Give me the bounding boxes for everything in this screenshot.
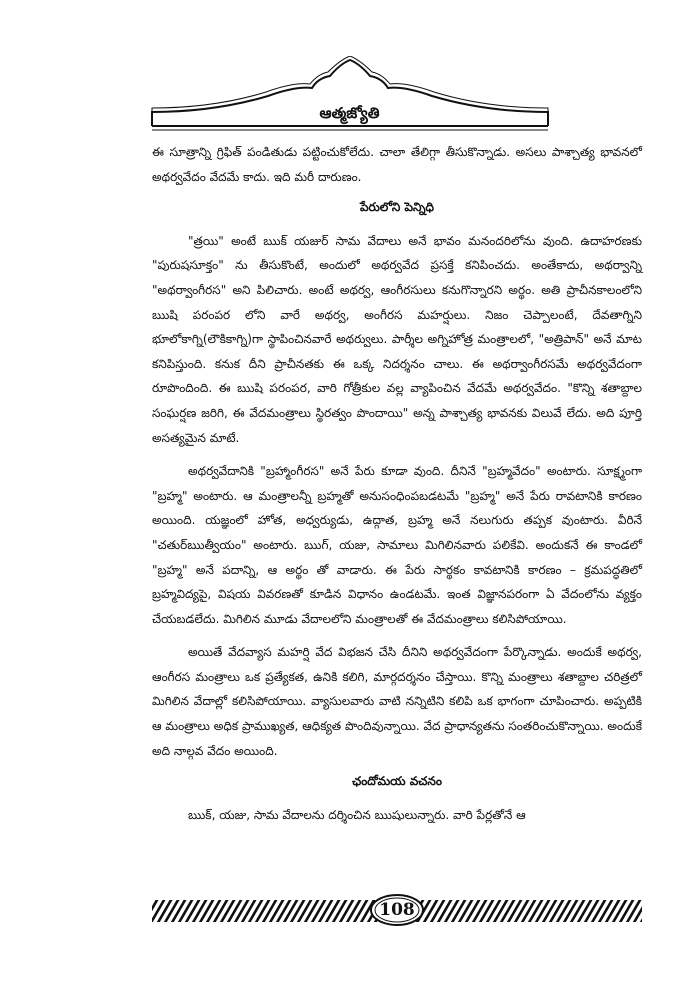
body-paragraph-2: అథర్వవేదానికి "బ్రహ్మాంగీరస" అనే పేరు కూడా వుంది. దీనినే "బ్రహ్మవేదం" అంటారు. సూక్ష్మంగా "బ్రహ్మ" అంటారు. ఆ మంత్రాలన్నీ బ్రహ్మతో అనుసంధింపబడటమే "బ్రహ్మ" అనే పేరు రావటానికి కారణం అయింది. యజ్ఞంలో హోత, అధ్వర్యుడు, ఉద్గాత, బ్రహ్మ అనే నలుగురు తప్పక వుంటారు. వీరినే "చతుర్ఋత్వీయం" అంటారు. ఋగ్, యజు, సామాలు మిగిలినవారు పలికేవి. అందుకనే ఈ కాండలో "బ్రహ్మ" అనే పదాన్ని, ఆ అర్థం తో వాడారు. ఈ పేరు సార్థకం కావటానికి కారణం – క్రమపద్ధతిలో బ్రహ్మవిద్యపై, విషయ వివరణతో కూడిన విధానం ఉండటమే. ఇంత విజ్ఞానపరంగా ఏ వేదంలోను వ్యక్తం చేయబడలేదు. మిగిలిన మూడు వేదాలలోని మంత్రాలతో ఈ వేదమంత్రాలు కలిసిపోయాయి. (152, 464, 642, 626)
article-body (152, 140, 642, 827)
magazine-title: ఆత్మజ్యోతి (319, 104, 380, 122)
body-paragraph-3: అయితే వేదవ్యాస మహర్షి వేద విభజన చేసి దీనిని అథర్వవేదంగా పేర్కొన్నాడు. అందుకే అథర్వ, ఆంగీరస మంత్రాలు ఒక ప్రత్యేకత, ఉనికి కలిగి, మార్గదర్శనం చేస్తాయి. కొన్ని మంత్రాలు శతాబ్దాల చరిత్రలో మిగిలిన వేదాల్లో కలిసిపోయాయి. వ్యాసులవారు వాటి నన్నిటిని కలిపి ఒక భాగంగా చూపించారు. అప్పటికి ఆ మంత్రాలు అధిక ప్రాముఖ్యత, ఆధిక్యత పొందివున్నాయి. వేద ప్రాధాన్యతను సంతరించుకొన్నాయి. అందుకే అది నాల్గవ వేదం అయింది. (152, 645, 642, 758)
page-header (0, 56, 699, 136)
section-heading-2: ఛందోమయ వచనం (352, 774, 442, 789)
section-heading-1: పేరులోని పెన్నిధి (360, 200, 434, 215)
page-footer (152, 894, 642, 928)
header-dome-ornament (0, 56, 699, 136)
intro-paragraph: ఈ సూత్రాన్ని గ్రిఫిత్ పండితుడు పట్టించుకోలేదు. చాలా తేలిగ్గా తీసుకొన్నాడు. అసలు పాశ్చాత్య భావనలో అథర్వవేదం వేదమే కాదు. ఇది మరీ దారుణం. (152, 145, 642, 184)
body-paragraph-1: "త్రయి" అంటే ఋక్ యజుర్ సామ వేదాలు అనే భావం మనందరిలోను వుంది. ఉదాహరణకు "పురుషసూక్తం" ను తీసుకొంటే, అందులో అథర్వవేద ప్రసక్తే కనిపించదు. అంతేకాదు, అథర్వాన్ని "అథర్వాంగీరస" అని పిలిచారు. అంటే అథర్వ, ఆంగీరసులు కనుగొన్నారని అర్థం. అతి ప్రాచీనకాలంలోని ఋషి పరంపర లోని వారే అథర్వ, అంగీరస మహర్షులు. నిజం చెప్పాలంటే, దేవతాగ్నిని భూలోకాగ్ని(లౌకికాగ్ని)గా స్థాపించినవారే అథర్వులు. పార్శీల అగ్నిహోత్ర మంత్రాలలో, "అత్రిపాన్" అనే మాట కనిపిస్తుంది. కనుక దీని ప్రాచీనతకు ఈ ఒక్క నిదర్శనం చాలు. ఈ అథర్వాంగీరసమే అథర్వవేదంగా రూపొందింది. ఈ ఋషి పరంపర, వారి గోత్రీకుల వల్ల వ్యాపించిన వేదమే అథర్వవేదం. "కొన్ని శతాబ్దాల సంఘర్షణ జరిగి, ఈ వేదమంత్రాలు స్థిరత్వం పొందాయి" అన్న పాశ్చాత్య భావనకు విలువే లేదు. అది పూర్తి అసత్యమైన మాటే. (152, 233, 642, 445)
page-number: 108 (379, 900, 415, 920)
body-paragraph-4: ఋక్, యజు, సామ వేదాలను దర్శించిన ఋషులున్నారు. వారి పేర్లతోనే ఆ (188, 807, 526, 822)
